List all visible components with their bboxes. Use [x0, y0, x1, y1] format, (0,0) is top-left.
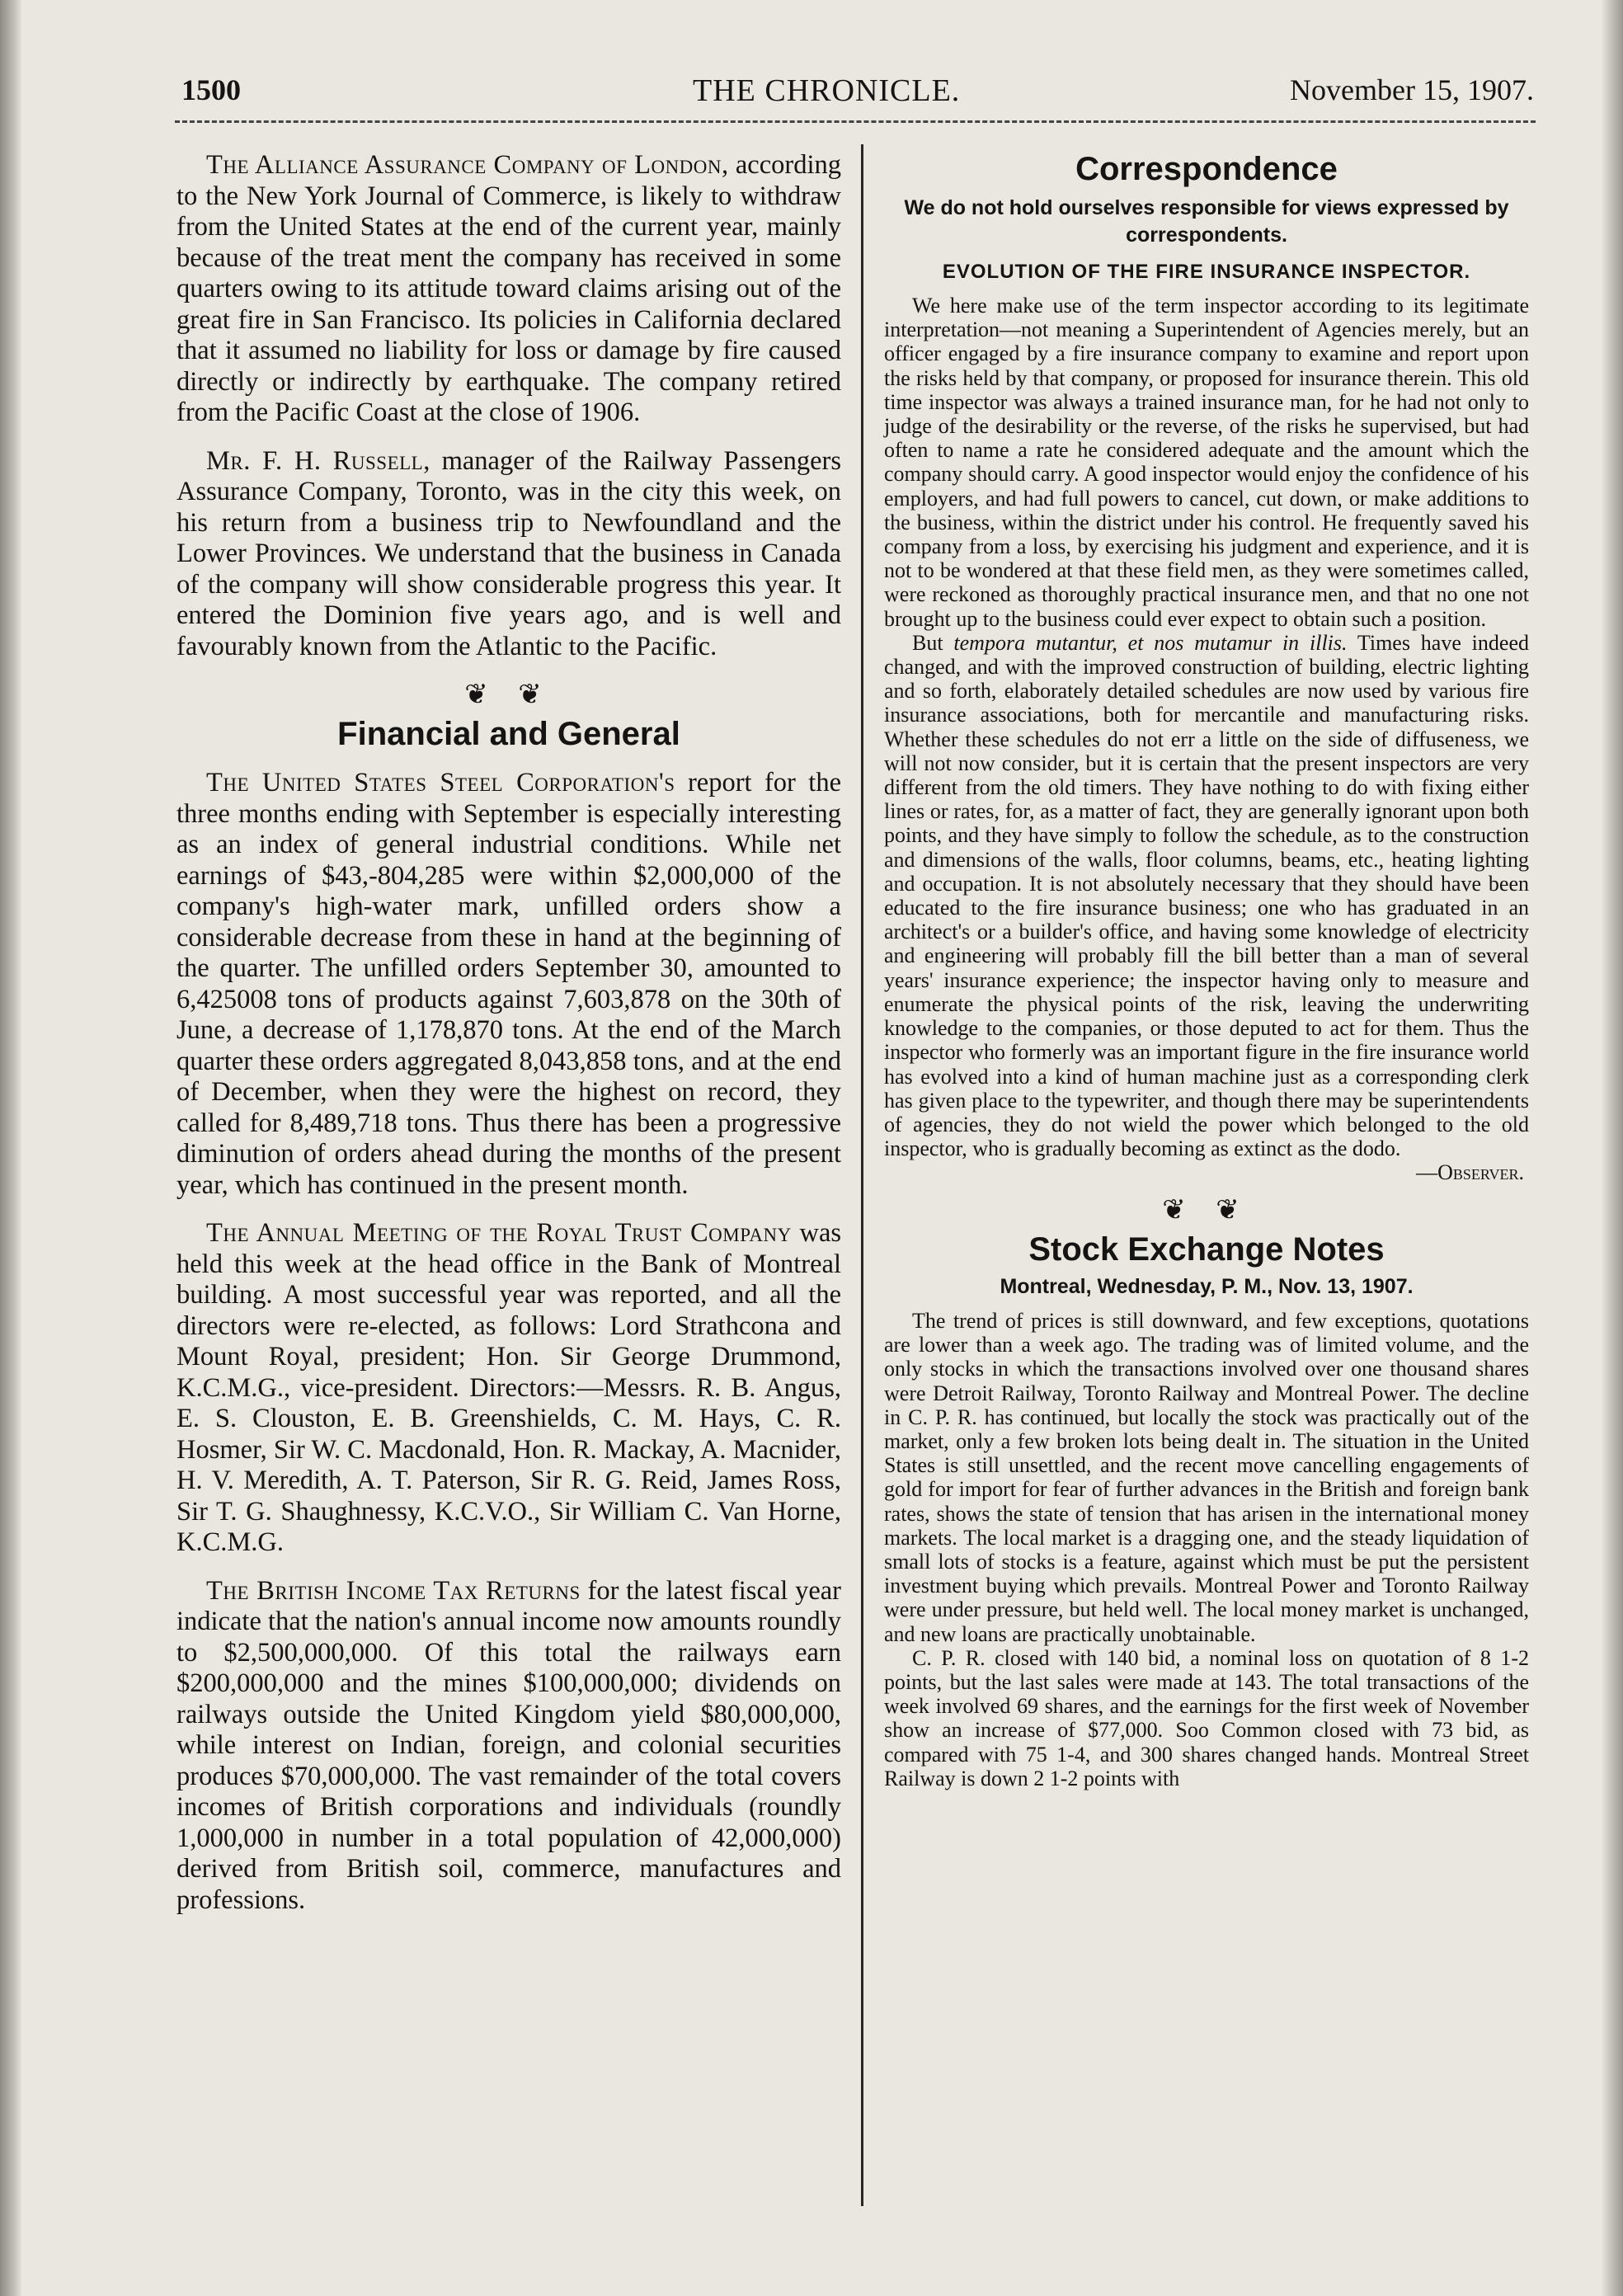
left-column	[176, 150, 841, 1933]
article-subheading: EVOLUTION OF THE FIRE INSURANCE INSPECTOR.	[942, 261, 1471, 283]
latin-quote: tempora mutantur, et nos mutamur in illis.	[953, 630, 1348, 655]
steel-body: report for the three months ending with September is especially interesting as an index of general industrial conditions. While net earnings of $43,-804,285 were within $2,000,000 of the company's high-water mark, unfilled orders show a considerable decrease from these in hand at the beginning of the quarter. The unfilled orders September 30, amounted to 6,425008 tons of products against 7,603,878 on the 30th of June, a decrease of 1,178,870 tons. At the end of the March quarter these orders aggregated 8,043,858 tons, and at the end of December, when they were the highest on record, they called for 8,489,718 tons. Thus there has been a progressive diminution of orders ahead during the months of the present year, which has continued in the present month.	[176, 768, 841, 1200]
inspector-paragraph-1: We here make use of the term inspector according to its legitimate interpretation—not meaning a Superintendent of Agencies merely, but an officer engaged by a fire insurance company to examine and report upon the risks held by that company, or proposed for insurance therein. This old time inspector was always a trained insurance man, for he had not only to judge of the desirability or the reverse, of the risks he supervised, but had often to name a rate he considered adequate and the amount which the company should carry. A good inspector would enjoy the confidence of his employers, and had full powers to cancel, cut down, or make additions to the business, within the district under his control. He frequently saved his company from a loss, by exercising his judgment and experience, and it is not to be wondered at that these field men, as they were sometimes called, were reckoned as thoroughly practical insurance men, and that no one not brought up to the business could ever expect to obtain such a position.	[884, 294, 1529, 631]
journal-title: THE CHRONICLE.	[693, 73, 961, 108]
income-tax-lead: The British Income Tax Returns	[206, 1575, 581, 1606]
income-tax-body: for the latest fiscal year indicate that the nation's annual income now amounts roundly to $2,500,000,000. Of this total the railways earn $200,000,000 and the mines $100,000,000; dividends on railways outside the United Kingdom yield $80,000,000, while interest on Indian, foreign, and colonial securities produces $70,000,000. The vast remainder of the total covers incomes of British corporations and individuals (roundly 1,000,000 in number in a total population of 42,000,000) derived from British soil, commerce, manufactures and professions.	[176, 1575, 841, 1915]
steel-lead: The United States Steel Corporation's	[206, 768, 675, 797]
alliance-lead: The Alliance Assurance Company of London,	[206, 150, 729, 180]
correspondence-disclaimer: We do not hold ourselves responsible for views expressed by correspondents.	[904, 196, 1509, 247]
header-rule	[175, 120, 1536, 123]
correspondence-heading: Correspondence	[1075, 151, 1338, 187]
inspector-paragraph-2	[884, 631, 1529, 1160]
russell-body: manager of the Railway Passengers Assurance Company, Toronto, was in the city this week, on his return from a business trip to Newfoundland and the Lower Provinces. We understand that the business in Canada of the company will show considerable progress this year. It entered the Dominion five years ago, and is well and favourably known from the Atlantic to the Pacific.	[176, 445, 842, 661]
stock-exchange-heading: Stock Exchange Notes	[1028, 1230, 1385, 1268]
alliance-body: according to the New York Journal of Commerce, is likely to withdraw from the United States at the end of the current year, mainly because of the treat ment the company has received in some quarters owing to its attitude toward claims arising out of the great fire in San Francisco. Its policies in California declared that it assumed no liability for loss or damage by fire caused directly or indirectly by earthquake. The company retired from the Pacific Coast at the close of 1906.	[176, 150, 841, 427]
royal-trust-body: was held this week at the head office in the Bank of Montreal building. A most successful year was reported, and all the directors were re-elected, as follows: Lord Strathcona and Mount Royal, president; Hon. Sir George Drummond, K.C.M.G., vice-president. Directors:—Messrs. R. B. Angus, E. S. Clouston, E. B. Greenshields, C. M. Hays, C. R. Hosmer, Sir W. C. Macdonald, Hon. R. Mackay, A. Macnider, H. V. Meredith, A. T. Paterson, Sir R. G. Reid, James Ross, Sir T. G. Shaughnessy, K.C.V.O., Sir William C. Van Horne, K.C.M.G.	[176, 1218, 842, 1557]
section-ornament-right: ❦ ❦	[1162, 1194, 1251, 1226]
section-ornament: ❦ ❦	[464, 680, 553, 710]
stock-paragraph-2: C. P. R. closed with 140 bid, a nominal loss on quotation of 8 1-2 points, but the last sales were made at 143. The total transactions of the week involved 69 shares, and the earnings for the first week of November show an increase of $77,000. Soo Common closed with 73 bid, as compared with 75 1-4, and 300 shares changed hands. Montreal Street Railway is down 2 1-2 points with	[884, 1645, 1529, 1790]
russell-lead: Mr. F. H. Russell,	[206, 445, 430, 476]
financial-general-heading: Financial and General	[337, 715, 680, 752]
correspondent-signature: —Observer.	[1416, 1160, 1524, 1185]
page-number: 1500	[181, 73, 241, 106]
page-edge-left	[0, 0, 21, 2296]
income-tax-paragraph	[176, 1576, 841, 1917]
russell-paragraph	[176, 446, 841, 663]
stock-dateline: Montreal, Wednesday, P. M., Nov. 13, 1907.	[1000, 1274, 1414, 1298]
column-divider	[861, 144, 863, 2206]
steel-paragraph	[176, 768, 841, 1201]
para2-prefix: But	[912, 630, 943, 655]
right-column	[884, 150, 1529, 1790]
page-header	[165, 73, 1534, 122]
issue-date: November 15, 1907.	[1290, 73, 1534, 106]
royal-trust-paragraph	[176, 1218, 841, 1559]
page-edge-right	[1602, 0, 1623, 2296]
stock-paragraph-1: The trend of prices is still downward, and few exceptions, quotations are lower than a week ago. The trading was of limited volume, and the only stocks in which the transactions involved over one thousand shares were Detroit Railway, Toronto Railway and Montreal Power. The decline in C. P. R. has continued, but locally the stock was practically out of the market, only a few broken lots being dealt in. The situation in the United States is still unsettled, and the recent move cancelling engagements of gold for import for fear of further advances in the British and foreign bank rates, shows the state of tension that has arisen in the international money markets. The local market is a dragging one, and the steady liquidation of small lots of stocks is a feature, against which must be put the persistent investment buying which prevails. Montreal Power and Toronto Railway were under pressure, but held well. The local money market is unchanged, and new loans are practically unobtainable.	[884, 1308, 1529, 1646]
royal-trust-lead: The Annual Meeting of the Royal Trust Company	[206, 1218, 792, 1248]
alliance-paragraph	[176, 150, 841, 429]
para2-body: Times have indeed changed, and with the improved construction of building, electric lighting and so forth, elaborately detailed schedules are now used by various fire insurance associations, both for mercantile and manufacturing risks. Whether these schedules do not err a little on the side of diffuseness, we will not now consider, but it is certain that the present inspectors are very different from the old timers. They have nothing to do with fixing either lines or rates, for, as a matter of fact, they are generally ignorant upon both points, and they have simply to follow the schedule, as to the construction and dimensions of the walls, floor columns, beams, etc., heating lighting and occupation. It is not absolutely necessary that they should have been educated to the fire insurance business; one who has graduated in an architect's or a builder's office, and having some knowledge of electricity and engineering will probably fill the bill better than a man of several years' insurance experience; the inspector having only to measure and enumerate the physical points of the risk, leaving the underwriting knowledge to the companies, or those deputed to act for them. Thus the inspector who formerly was an important figure in the fire insurance world has evolved into a kind of human machine just as a corresponding clerk has given place to the typewriter, and though there may be superintendents of agencies, they do not wield the power which belonged to the old inspector, who is gradually becoming as extinct as the dodo.	[884, 630, 1529, 1161]
